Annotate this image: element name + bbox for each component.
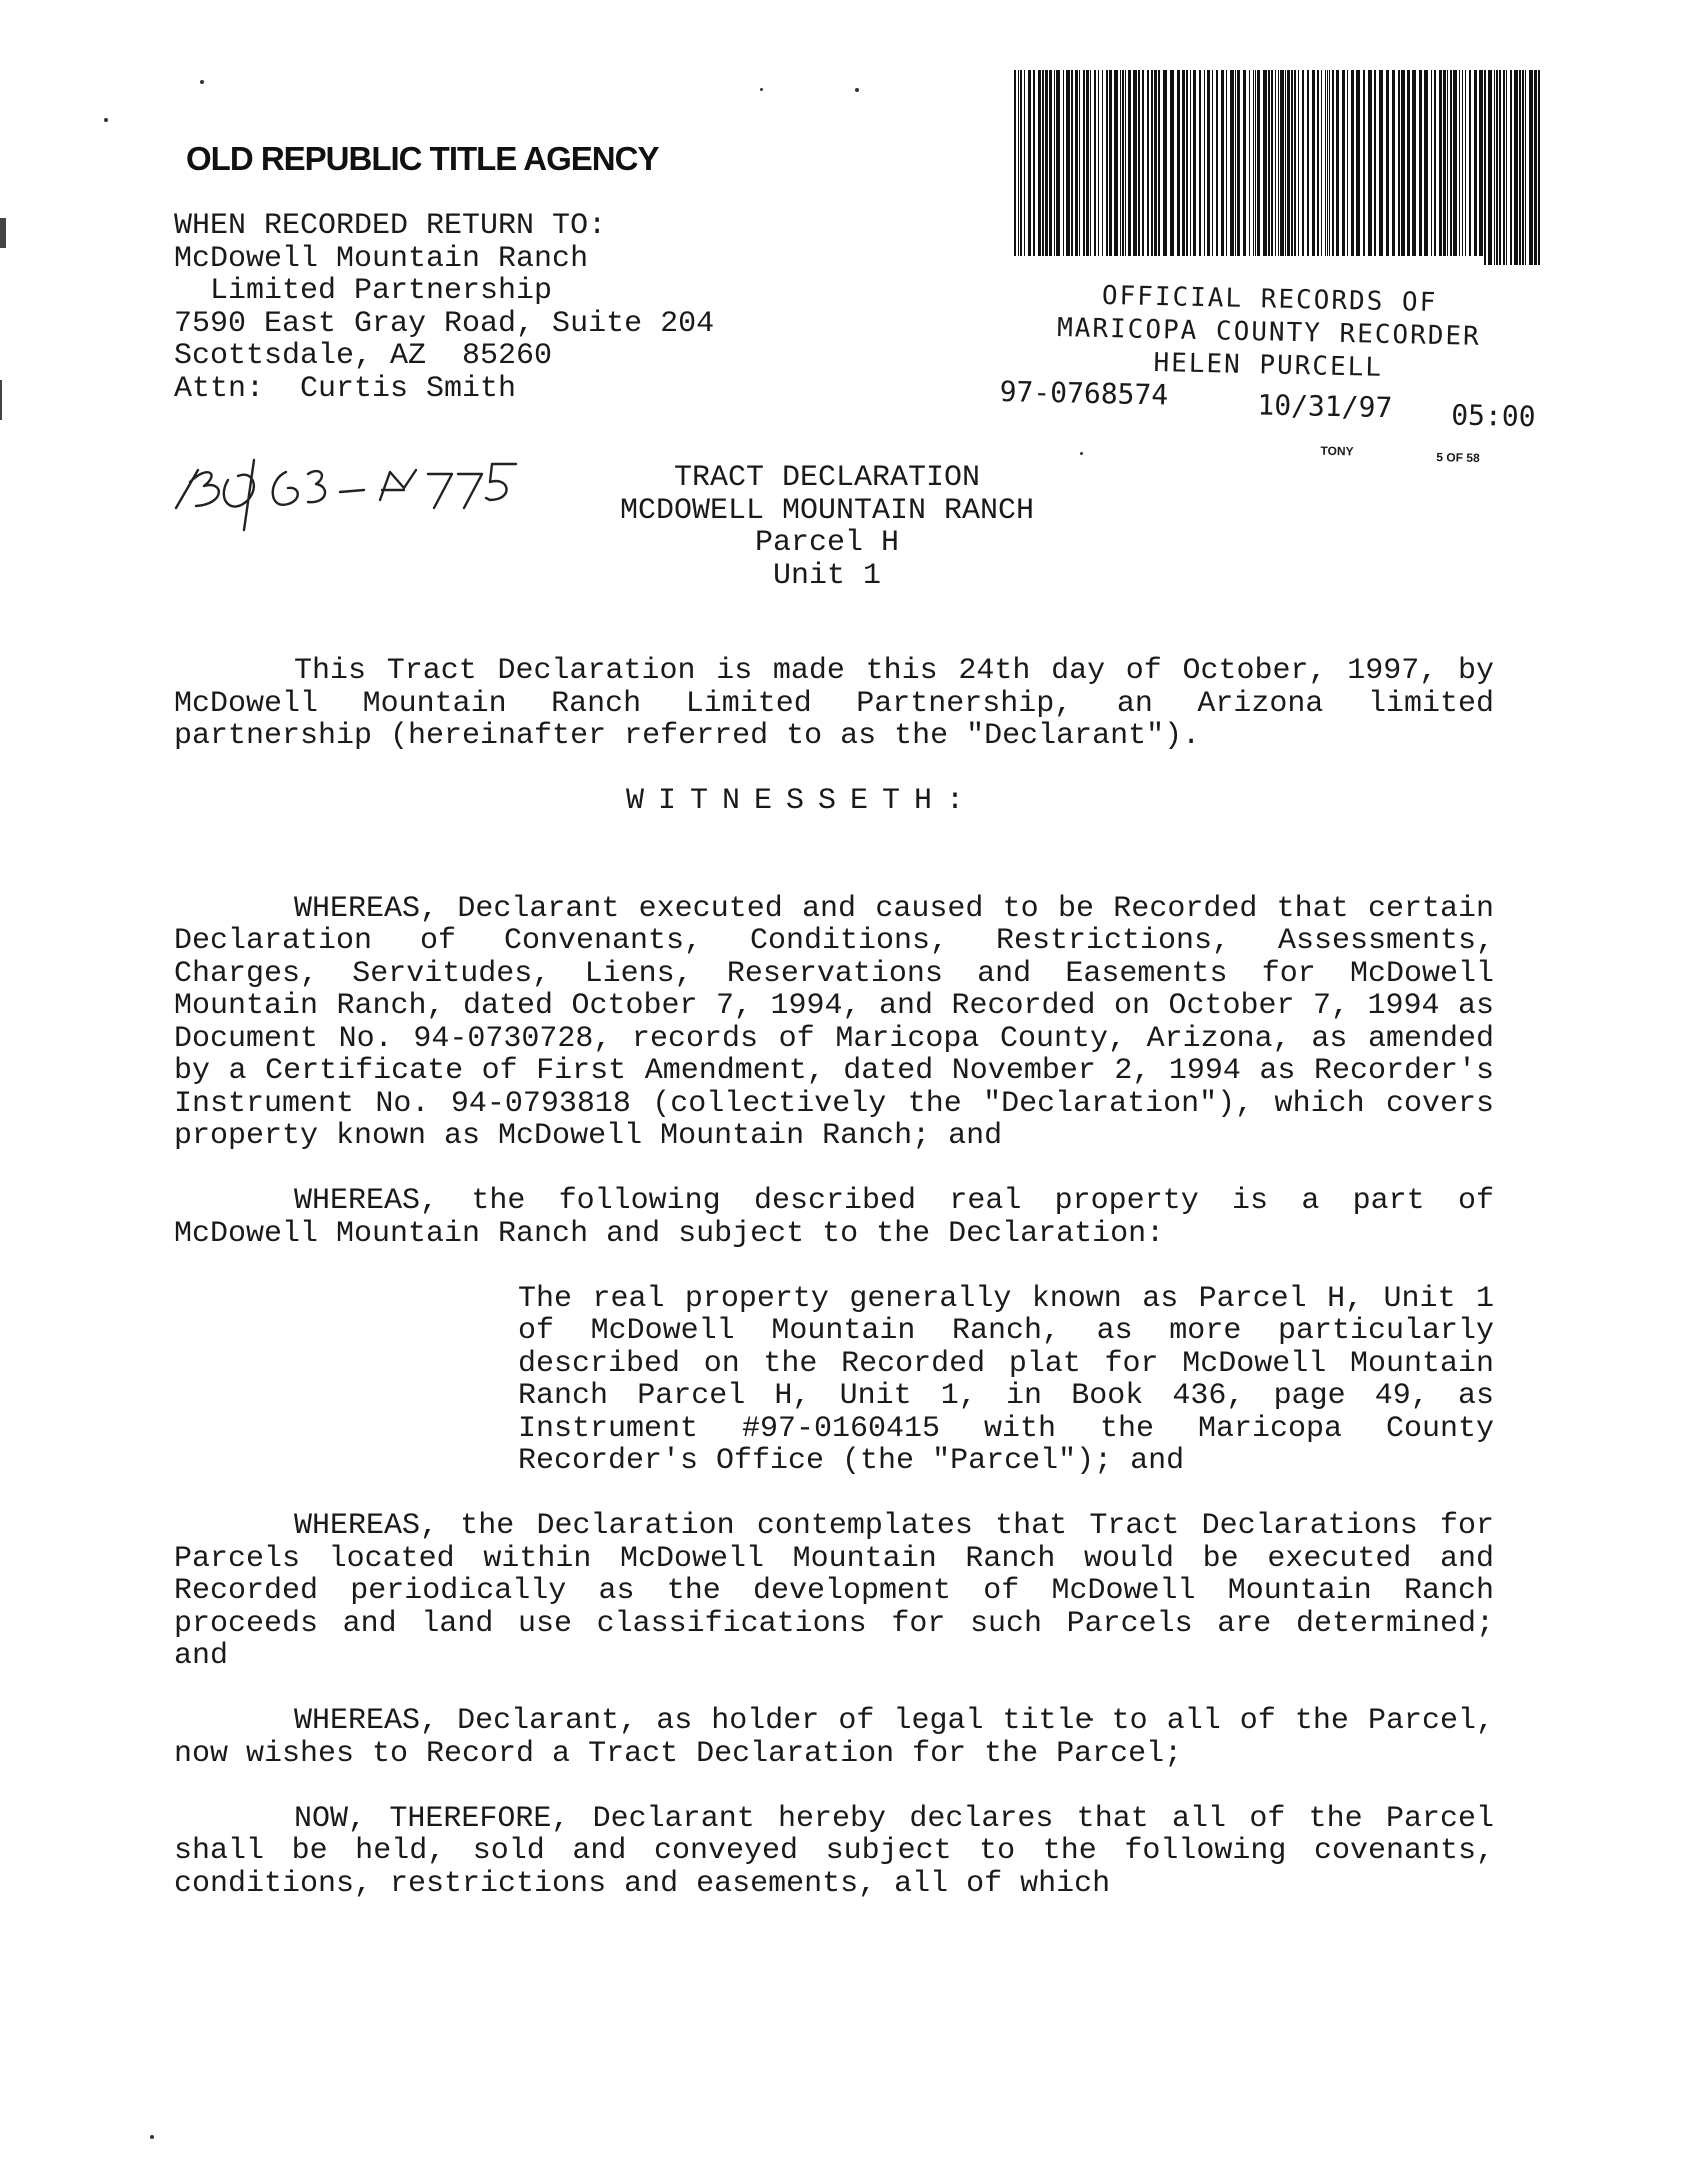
barcode-bar — [1090, 70, 1091, 256]
return-address-block — [174, 210, 714, 405]
scan-speck — [760, 88, 763, 91]
barcode-bar — [1287, 70, 1290, 256]
barcode-bar — [1379, 70, 1383, 256]
barcode-bar — [1465, 70, 1466, 256]
barcode-bar — [1332, 70, 1334, 256]
barcode-bar — [1158, 70, 1160, 256]
barcode-bar — [1212, 70, 1213, 256]
intro-text: This Tract Declaration is made this 24th day of October, 1997, by McDowell Mountain Ranch Limited Partnership, an Arizona limited partnership (hereinafter referred to as the "Declarant"). — [174, 654, 1494, 753]
barcode-bar — [1133, 70, 1137, 256]
barcode-bar — [1431, 70, 1432, 256]
recording-pages: 5 OF 58 — [1436, 450, 1480, 466]
recorder-line-3: HELEN PURCELL — [1153, 348, 1384, 383]
barcode-bar — [1499, 70, 1501, 265]
barcode-bar — [1450, 70, 1452, 256]
document-title — [0, 462, 1654, 592]
barcode-bar — [1255, 70, 1256, 256]
barcode-bar — [1317, 70, 1319, 256]
barcode-bar — [1257, 70, 1260, 256]
barcode-bar — [1347, 70, 1348, 256]
barcode-bar — [1280, 70, 1284, 256]
whereas-paragraph — [174, 1185, 1494, 1250]
now-therefore-paragraph — [174, 1803, 1494, 1901]
barcode-bar — [1496, 70, 1498, 265]
barcode-bar — [1453, 70, 1457, 256]
barcode-bar — [1204, 70, 1205, 256]
barcode-bar — [1368, 70, 1372, 256]
barcode-bar — [1469, 70, 1471, 256]
barcode-bar — [1263, 70, 1267, 256]
title-line-3: Parcel H — [754, 526, 900, 560]
title-line-2: MCDOWELL MOUNTAIN RANCH — [619, 493, 1035, 528]
barcode-bar — [1207, 70, 1210, 256]
barcode-bar — [1109, 70, 1112, 256]
barcode-bar — [1356, 70, 1360, 256]
barcode-bar — [1342, 70, 1345, 256]
barcode-bar — [1075, 70, 1078, 256]
barcode-bar — [1243, 70, 1246, 256]
barcode-bar — [1018, 70, 1019, 256]
whereas-paragraph — [174, 893, 1494, 1153]
recording-date: 10/31/97 — [1257, 388, 1393, 425]
barcode-bar — [1494, 70, 1495, 265]
barcode-bar — [1253, 70, 1254, 256]
barcode-bar — [1479, 70, 1483, 256]
barcode-bar — [1424, 70, 1428, 256]
barcode-bar — [1079, 70, 1080, 256]
recorder-stamp — [1008, 278, 1530, 388]
barcode-bar — [1122, 70, 1124, 256]
barcode-bar — [1447, 70, 1448, 256]
barcode-bar — [1237, 70, 1240, 256]
barcode-bar — [1398, 70, 1400, 256]
agency-name: OLD REPUBLIC TITLE AGENCY — [186, 140, 659, 177]
barcode-bar — [1163, 70, 1167, 256]
barcode-bar — [1439, 70, 1442, 256]
barcode-bar — [1327, 70, 1328, 256]
barcode-bar — [1094, 70, 1096, 256]
barcode-bar — [1106, 70, 1108, 256]
barcode-bar — [1514, 70, 1518, 265]
barcode-bar — [1386, 70, 1389, 256]
barcode-bar — [1114, 70, 1118, 256]
barcode-bar — [1230, 70, 1234, 256]
barcode-bar — [1102, 70, 1103, 256]
barcode-bar — [1278, 70, 1279, 256]
barcode-bar — [1392, 70, 1395, 256]
barcode-bar — [1434, 70, 1436, 256]
barcode-bar — [1298, 70, 1299, 256]
barcode-bar — [1336, 70, 1339, 256]
whereas-text: WHEREAS, Declarant, as holder of legal title to all of the Parcel, now wishes to Record a Tract Declaration for the Parcel; — [174, 1704, 1494, 1771]
barcode-bar — [1285, 70, 1286, 256]
barcode-bar — [1024, 70, 1025, 256]
barcode-bar — [1120, 70, 1121, 256]
barcode-bar — [1177, 70, 1180, 256]
barcode-bar — [1056, 70, 1060, 256]
barcode-bar — [1401, 70, 1405, 256]
barcode-bar — [1182, 70, 1185, 256]
property-description: The real property generally known as Parcel H, Unit 1 of McDowell Mountain Ranch, as more particularly described on the Recorded plat for McDowell Mountain Ranch Parcel H, Unit 1, in Book 436, page 49, as Instrument #97-0160415 with the Maricopa County Recorder's Office (the "Parcel"); and — [518, 1281, 1494, 1478]
barcode-bar — [1142, 70, 1144, 256]
barcode-bar — [1138, 70, 1140, 256]
barcode-icon — [1012, 70, 1544, 265]
barcode-bar — [1484, 70, 1486, 265]
recording-time: 05:00 — [1450, 398, 1536, 434]
barcode-bar — [1294, 70, 1296, 256]
barcode-bar — [1374, 70, 1376, 256]
barcode-bar — [1462, 70, 1463, 256]
barcode-bar — [1351, 70, 1354, 256]
barcode-bar — [1271, 70, 1273, 256]
scan-edge-mark — [0, 218, 6, 248]
recording-clerk: TONY — [1320, 443, 1354, 459]
barcode-bar — [1054, 70, 1055, 256]
barcode-bar — [1086, 70, 1089, 256]
intro-paragraph — [174, 655, 1494, 753]
barcode-bar — [1529, 70, 1533, 265]
document-number: 97-0768574 — [999, 375, 1169, 412]
barcode-bar — [1063, 70, 1064, 256]
barcode-bar — [1503, 70, 1505, 265]
barcode-bar — [1125, 70, 1126, 256]
barcode-bar — [1151, 70, 1153, 256]
scan-speck — [855, 88, 859, 92]
barcode-bar — [1302, 70, 1304, 256]
barcode-bar — [1038, 70, 1041, 256]
return-line: Limited Partnership — [174, 274, 553, 308]
barcode-bar — [1275, 70, 1276, 256]
now-therefore-text: NOW, THEREFORE, Declarant hereby declares that all of the Parcel shall be held, sold and conveyed subject to the following covenants, conditions, restrictions and easements, all of which — [174, 1801, 1494, 1901]
title-line-1: TRACT DECLARATION — [673, 461, 981, 495]
barcode-bar — [1407, 70, 1410, 256]
barcode-bar — [1147, 70, 1149, 256]
barcode-bar — [1098, 70, 1099, 256]
scan-speck — [150, 2135, 154, 2139]
scan-speck — [104, 118, 108, 122]
witnesseth-heading: WITNESSETH: — [626, 784, 979, 818]
barcode-bar — [1045, 70, 1048, 256]
barcode-bar — [1083, 70, 1085, 256]
barcode-bar — [1459, 70, 1460, 256]
barcode-bar — [1325, 70, 1326, 256]
barcode-bar — [1216, 70, 1218, 256]
barcode-bar — [1154, 70, 1157, 256]
barcode-bar — [1474, 70, 1477, 256]
recorder-line-1: OFFICIAL RECORDS OF — [1101, 280, 1438, 318]
whereas-paragraph — [174, 1510, 1494, 1673]
barcode-bar — [1020, 70, 1022, 256]
barcode-bar — [1221, 70, 1224, 256]
barcode-bar — [1028, 70, 1031, 256]
barcode-bar — [1534, 70, 1537, 265]
barcode-bar — [1363, 70, 1365, 256]
barcode-bar — [1042, 70, 1044, 256]
whereas-text: WHEREAS, the Declaration contemplates that Tract Declarations for Parcels located within McDowell Mountain Ranch would be executed and Recorded periodically as the development of McDowell Mountain Ranch proceeds and land use classifications for such Parcels are determined; and — [174, 1509, 1494, 1673]
barcode-bar — [1071, 70, 1073, 256]
return-line: McDowell Mountain Ranch — [174, 241, 589, 276]
document-body — [174, 655, 1494, 1933]
barcode-bar — [1412, 70, 1416, 256]
barcode-bar — [1443, 70, 1446, 256]
barcode-bar — [1307, 70, 1309, 256]
barcode-bar — [1190, 70, 1191, 256]
whereas-paragraph — [174, 1705, 1494, 1770]
return-line: Attn: Curtis Smith — [174, 371, 517, 406]
barcode-bar — [1170, 70, 1174, 256]
barcode-bar — [1249, 70, 1250, 256]
barcode-bar — [1525, 70, 1526, 265]
barcode-bar — [1419, 70, 1422, 256]
barcode-bar — [1538, 70, 1540, 265]
whereas-text: WHEREAS, the following described real property is a part of McDowell Mountain Ranch and subject to the Declaration: — [174, 1184, 1494, 1251]
barcode-bar — [1033, 70, 1035, 256]
recorder-line-2: MARICOPA COUNTY RECORDER — [1056, 313, 1482, 352]
barcode-bar — [1199, 70, 1201, 256]
scan-speck — [1080, 452, 1083, 455]
barcode-bar — [1522, 70, 1524, 265]
return-line: 7590 East Gray Road, Suite 204 — [174, 306, 715, 341]
barcode-bar — [1312, 70, 1315, 256]
barcode-bar — [1226, 70, 1227, 256]
barcode-bar — [1014, 70, 1016, 256]
barcode-bar — [1321, 70, 1322, 256]
scan-edge-mark — [0, 380, 2, 420]
return-line: WHEN RECORDED RETURN TO: — [174, 209, 607, 243]
whereas-text: WHEREAS, Declarant executed and caused to be Recorded that certain Declaration of Convenants, Conditions, Restrictions, Assessments, Charges, Servitudes, Liens, Reservations and Easements for McDowell Mountain Ranch, dated October 7, 1994, and Recorded on October 7, 1994 as Document No. 94-0730728, records of Maricopa County, Arizona, as amended by a Certificate of First Amendment, dated November 2, 1994 as Recorder's Instrument No. 94-0793818 (collectively the "Declaration"), which covers property known as McDowell Mountain Ranch; and — [174, 891, 1494, 1153]
scan-speck — [200, 80, 204, 84]
barcode-bar — [1066, 70, 1070, 256]
barcode-bar — [1193, 70, 1196, 256]
barcode-bar — [1291, 70, 1293, 256]
barcode-bar — [1329, 70, 1330, 256]
barcode-bar — [1235, 70, 1236, 256]
barcode-bar — [1268, 70, 1270, 256]
return-line: Scottsdale, AZ 85260 — [174, 339, 553, 373]
barcode-bar — [1128, 70, 1131, 256]
barcode-bar — [1488, 70, 1492, 265]
barcode-bar — [1186, 70, 1188, 256]
barcode-bar — [1506, 70, 1507, 265]
barcode-bar — [1510, 70, 1512, 265]
barcode-bar — [1049, 70, 1052, 256]
title-line-4: Unit 1 — [772, 558, 882, 593]
barcode-bar — [1519, 70, 1521, 265]
